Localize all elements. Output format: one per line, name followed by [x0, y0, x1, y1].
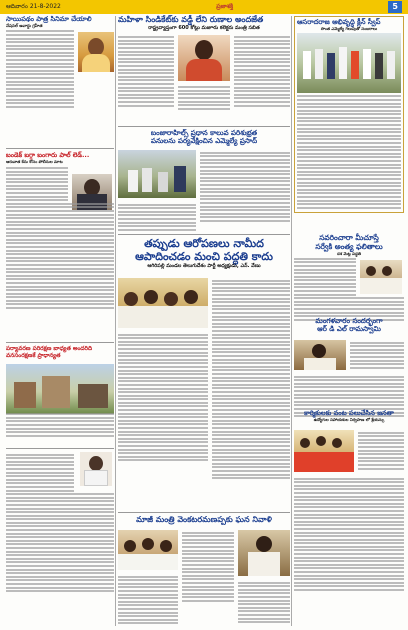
page-number: 5 — [388, 1, 402, 13]
left-story3-photo — [6, 364, 114, 414]
left-story2-text — [6, 167, 68, 201]
right-story1-headline: ఆసరాదరాజ అభివృద్ధి క్లీన్ స్వీప్ — [297, 18, 381, 26]
left-story1-text — [6, 30, 74, 107]
right-story3-headline-line2: ఆర్ డి ఎల్ రామస్వామి — [317, 325, 381, 334]
mid-story4-photo-2 — [238, 530, 290, 576]
right-story2-headline: సవరించారా మీచూస్తే — [319, 233, 379, 242]
right-story3-headline: మంగళవారం సందర్భంగా — [315, 317, 383, 325]
right-story1-box — [294, 16, 404, 213]
left-story2-headline: బండెక్ బగ్గా బంగారు పాల్ లెడ్... — [6, 151, 90, 159]
left-story3-text — [6, 413, 114, 437]
left-story1-photo — [78, 32, 114, 72]
mid-story4-headline: మాజీ మంత్రి వెంకటరమణప్పకు ఘన నివాళి — [136, 515, 272, 524]
mid-story3-headline: తప్పుడు ఆరోపణలు నామీద — [144, 237, 264, 250]
right-column — [294, 16, 404, 422]
right-story4-headline: కార్మికులకు వంట పలుచేసిన జనతా — [304, 409, 394, 417]
mid-top-headline: మహిళా సిండికేట్‌కు వడ్డీ లేని రుణాల అందజేత — [118, 15, 264, 24]
left-story3-headline: పర్యావరణ పరిరక్షణ బాధ్యత అందరిది — [6, 346, 93, 352]
right-story1-subhead: సొంత ఎమ్మెల్యే గెలుపుతో సంబరాలు — [320, 26, 378, 32]
newspaper-brand: ప్రజాశక్తి — [216, 3, 234, 10]
mid-story4-photo — [118, 530, 178, 570]
right-story2-subhead: దశ మెట్ల పద్ధతి — [337, 250, 361, 256]
right-story3-photo — [294, 340, 346, 370]
left-story1-subhead: నేషనల్ అవార్డు గ్రహీత — [6, 22, 43, 28]
mid-story3-photo — [118, 278, 208, 328]
mid-story3-headline-line2: ఆపాదించడం మంచి పద్ధతి కాదు — [135, 249, 273, 263]
mid-top-subhead: రాష్ట్రవ్యాప్తంగా 600 కోట్లు మజూరు కలెక్టరు మంత్రి సబిత — [148, 25, 260, 32]
right-story2-photo — [360, 260, 402, 294]
middle-column — [118, 15, 290, 524]
right-story4-photo — [294, 430, 354, 472]
left-column — [6, 15, 114, 360]
left-story3-subhead: వనసంరక్షణకే ప్రాధాన్యత — [6, 353, 61, 360]
page-header — [0, 0, 408, 14]
mid-story2-subhead: పనులను పర్యవేక్షించిన ఎమ్మెల్యే ప్రసాద్ — [150, 137, 258, 146]
left-story4-text — [6, 454, 74, 492]
left-story1-headline: సాయిపథం పాత్ర సినిమా చేయాలి — [6, 15, 92, 23]
mid-story3-subhead: ఆగిరిపల్లి మండల తెలుగుదేశం పార్టీ అధ్యక్షుడు, ఎన్. వేణు — [147, 263, 261, 270]
right-story4-subhead: ఉద్యోగుల సహాయకుల నిర్వహణ లో శ్రేయస్సు — [313, 416, 385, 422]
mid-story2-photo — [118, 150, 196, 198]
mid-top-photo — [178, 35, 230, 81]
mid-story2-headline: బంజారాహిల్స్ ప్రధాన కాలువ పరిశుభ్రత — [150, 129, 258, 137]
right-story1-photo — [297, 33, 401, 93]
issue-date: ఆదివారం 21-8-2022 — [6, 3, 61, 10]
left-story2-subhead: ఆరువాత కేసు కోసం పోలీసుల మాట — [6, 158, 63, 164]
right-story2-headline-line2: సర్వేకి అంత్య ఫలితాలు — [315, 241, 383, 251]
left-story4-photo — [80, 452, 112, 486]
